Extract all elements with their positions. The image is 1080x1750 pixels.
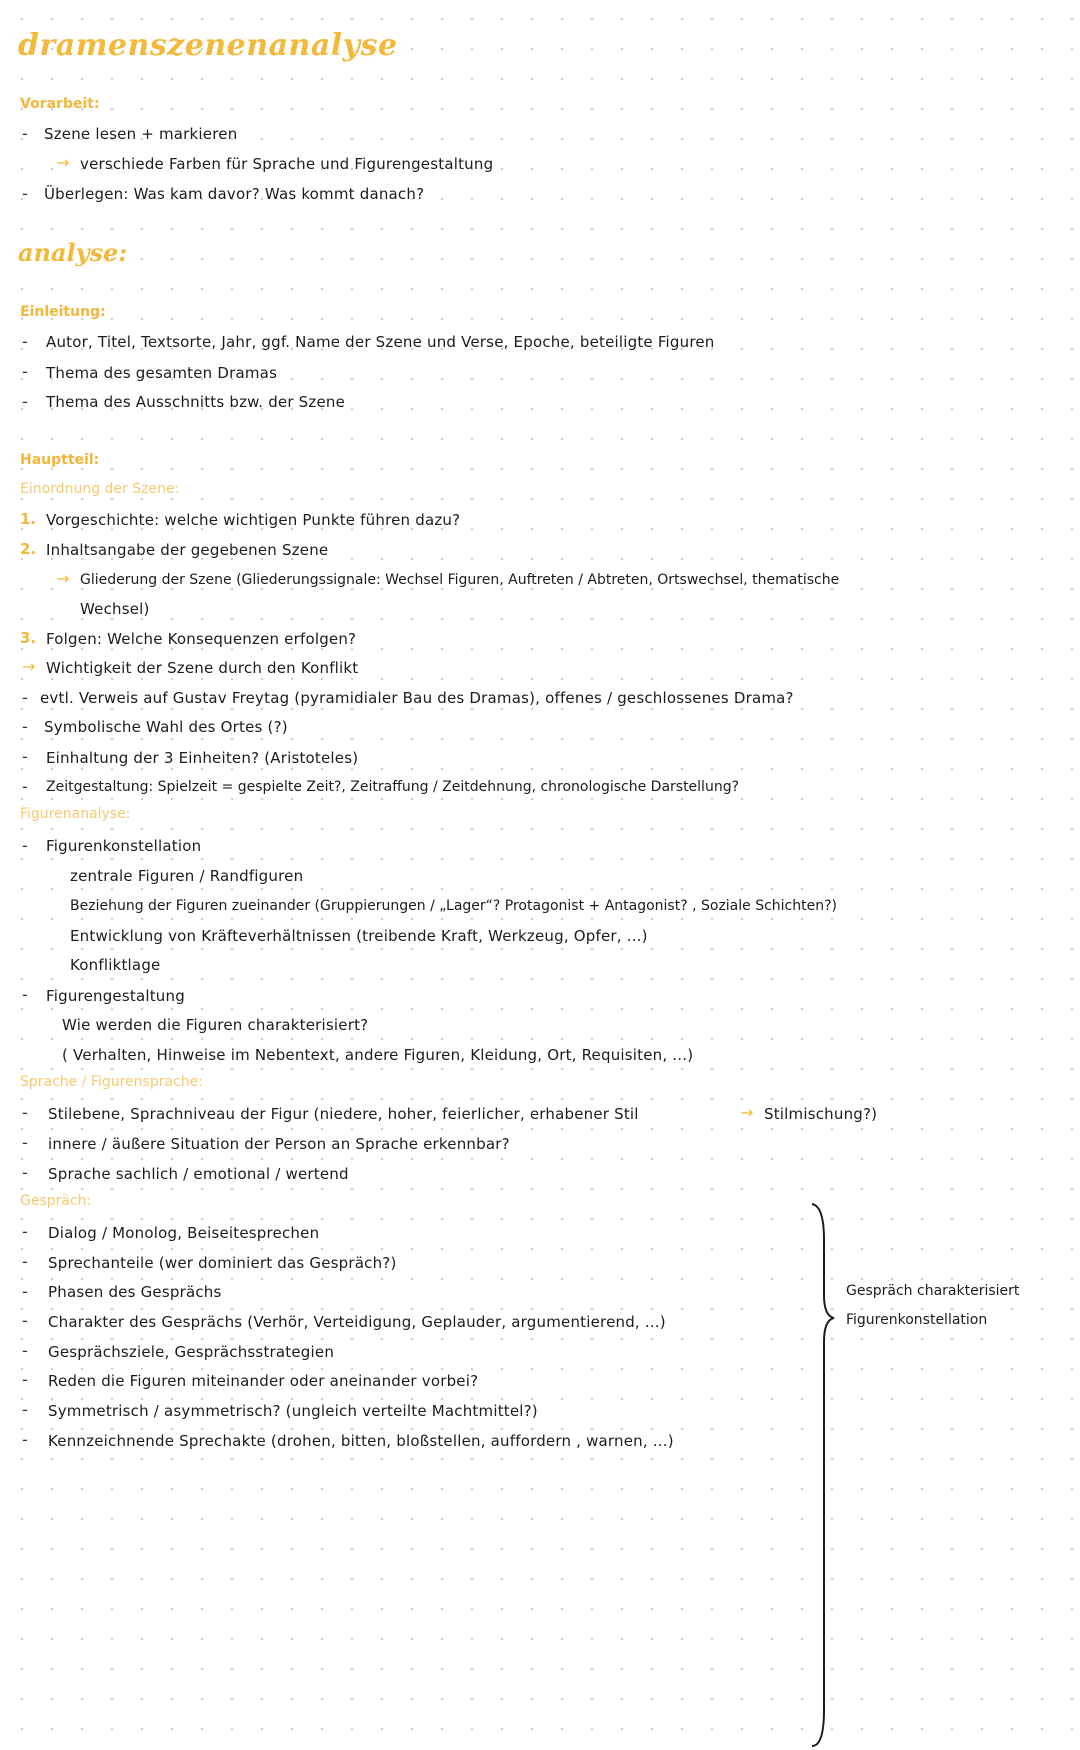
dash: - bbox=[22, 747, 28, 766]
einleitung-item: Thema des gesamten Dramas bbox=[46, 364, 278, 382]
einordnung-point: Zeitgestaltung: Spielzeit = gespielte Zeit?, Zeitraffung / Zeitdehnung, chronologische Darstellung? bbox=[46, 779, 740, 795]
vorarbeit-heading: Vorarbeit: bbox=[20, 96, 100, 112]
gestaltung-item: Wie werden die Figuren charakterisiert? bbox=[62, 1016, 369, 1034]
sprache-item: innere / äußere Situation der Person an Sprache erkennbar? bbox=[48, 1135, 510, 1153]
einleitung-item: Autor, Titel, Textsorte, Jahr, ggf. Name der Szene und Verse, Epoche, beteiligte Figuren bbox=[46, 333, 715, 351]
list-number: 3. bbox=[20, 629, 37, 647]
dash: - bbox=[22, 1430, 28, 1449]
sprache-item: Stilebene, Sprachniveau der Figur (niedere, hoher, feierlicher, erhabener Stil bbox=[48, 1105, 639, 1123]
dash: - bbox=[22, 985, 28, 1004]
dash: - bbox=[22, 717, 28, 736]
einordnung-subitem: Wichtigkeit der Szene durch den Konflikt bbox=[46, 659, 359, 677]
gespraech-item: Gesprächsziele, Gesprächsstrategien bbox=[48, 1343, 335, 1361]
vorarbeit-subitem: verschiede Farben für Sprache und Figurengestaltung bbox=[80, 155, 494, 173]
vorarbeit-item: Szene lesen + markieren bbox=[44, 125, 238, 143]
dash: - bbox=[22, 124, 28, 143]
einordnung-heading: Einordnung der Szene: bbox=[20, 481, 180, 497]
gespraech-item: Kennzeichnende Sprechakte (drohen, bitten, bloßstellen, auffordern , warnen, ...) bbox=[48, 1432, 674, 1450]
dash: - bbox=[22, 1103, 28, 1122]
konstellation-item: Entwicklung von Kräfteverhältnissen (treibende Kraft, Werkzeug, Opfer, ...) bbox=[70, 927, 648, 945]
dash: - bbox=[22, 1252, 28, 1271]
einordnung-item: Vorgeschichte: welche wichtigen Punkte führen dazu? bbox=[46, 511, 461, 529]
figurengestaltung-label: Figurengestaltung bbox=[46, 987, 185, 1005]
einordnung-item: Folgen: Welche Konsequenzen erfolgen? bbox=[46, 630, 357, 648]
analyse-heading: analyse: bbox=[18, 238, 128, 267]
sprache-heading: Sprache / Figurensprache: bbox=[20, 1074, 203, 1090]
vorarbeit-item: Überlegen: Was kam davor? Was kommt danach? bbox=[44, 185, 425, 203]
dash: - bbox=[22, 1163, 28, 1182]
dash: - bbox=[22, 688, 28, 707]
dash: - bbox=[22, 1311, 28, 1330]
dash: - bbox=[22, 332, 28, 351]
konstellation-item: Konfliktlage bbox=[70, 956, 161, 974]
einleitung-heading: Einleitung: bbox=[20, 304, 106, 320]
einordnung-item: Inhaltsangabe der gegebenen Szene bbox=[46, 541, 329, 559]
einordnung-point: Einhaltung der 3 Einheiten? (Aristoteles) bbox=[46, 749, 359, 767]
gespraech-note: Figurenkonstellation bbox=[846, 1312, 988, 1328]
gestaltung-item: ( Verhalten, Hinweise im Nebentext, andere Figuren, Kleidung, Ort, Requisiten, ...) bbox=[62, 1046, 694, 1064]
figurenkonstellation-label: Figurenkonstellation bbox=[46, 837, 202, 855]
dash: - bbox=[22, 184, 28, 203]
dash: - bbox=[22, 1222, 28, 1241]
curly-brace-icon bbox=[808, 1200, 838, 1750]
arrow-icon: → bbox=[22, 657, 36, 676]
einordnung-point: Symbolische Wahl des Ortes (?) bbox=[44, 718, 288, 736]
dash: - bbox=[22, 1133, 28, 1152]
sprache-item: Sprache sachlich / emotional / wertend bbox=[48, 1165, 349, 1183]
arrow-icon: → bbox=[56, 569, 70, 588]
list-number: 2. bbox=[20, 540, 37, 558]
sprache-item-tail: Stilmischung?) bbox=[764, 1105, 878, 1123]
arrow-icon: → bbox=[56, 153, 70, 172]
hauptteil-heading: Hauptteil: bbox=[20, 452, 100, 468]
list-number: 1. bbox=[20, 510, 37, 528]
konstellation-item: Beziehung der Figuren zueinander (Gruppierungen / „Lager“? Protagonist + Antagonist? , Soziale Schichten?) bbox=[70, 898, 837, 914]
gespraech-item: Symmetrisch / asymmetrisch? (ungleich verteilte Machtmittel?) bbox=[48, 1402, 538, 1420]
gespraech-item: Phasen des Gesprächs bbox=[48, 1283, 222, 1301]
einordnung-point: evtl. Verweis auf Gustav Freytag (pyramidialer Bau des Dramas), offenes / geschlossenes Drama? bbox=[40, 689, 794, 707]
figurenanalyse-heading: Figurenanalyse: bbox=[20, 806, 131, 822]
gespraech-item: Sprechanteile (wer dominiert das Gespräch?) bbox=[48, 1254, 397, 1272]
gespraech-heading: Gespräch: bbox=[20, 1193, 92, 1209]
dash: - bbox=[22, 1370, 28, 1389]
dash: - bbox=[22, 392, 28, 411]
gespraech-note: Gespräch charakterisiert bbox=[846, 1283, 1020, 1299]
gespraech-item: Dialog / Monolog, Beiseitesprechen bbox=[48, 1224, 320, 1242]
dash: - bbox=[22, 777, 28, 796]
dash: - bbox=[22, 1400, 28, 1419]
einordnung-subitem: Gliederung der Szene (Gliederungssignale: Wechsel Figuren, Auftreten / Abtreten, Ortswechsel, thematische bbox=[80, 572, 840, 588]
einleitung-item: Thema des Ausschnitts bzw. der Szene bbox=[46, 393, 346, 411]
page-title: dramenszenenanalyse bbox=[18, 28, 398, 63]
einordnung-subitem-cont: Wechsel) bbox=[80, 600, 150, 618]
konstellation-item: zentrale Figuren / Randfiguren bbox=[70, 867, 304, 885]
dash: - bbox=[22, 1282, 28, 1301]
gespraech-item: Charakter des Gesprächs (Verhör, Verteidigung, Geplauder, argumentierend, ...) bbox=[48, 1313, 666, 1331]
dash: - bbox=[22, 836, 28, 855]
arrow-icon: → bbox=[740, 1103, 754, 1122]
dash: - bbox=[22, 1341, 28, 1360]
gespraech-item: Reden die Figuren miteinander oder aneinander vorbei? bbox=[48, 1372, 479, 1390]
dash: - bbox=[22, 362, 28, 381]
